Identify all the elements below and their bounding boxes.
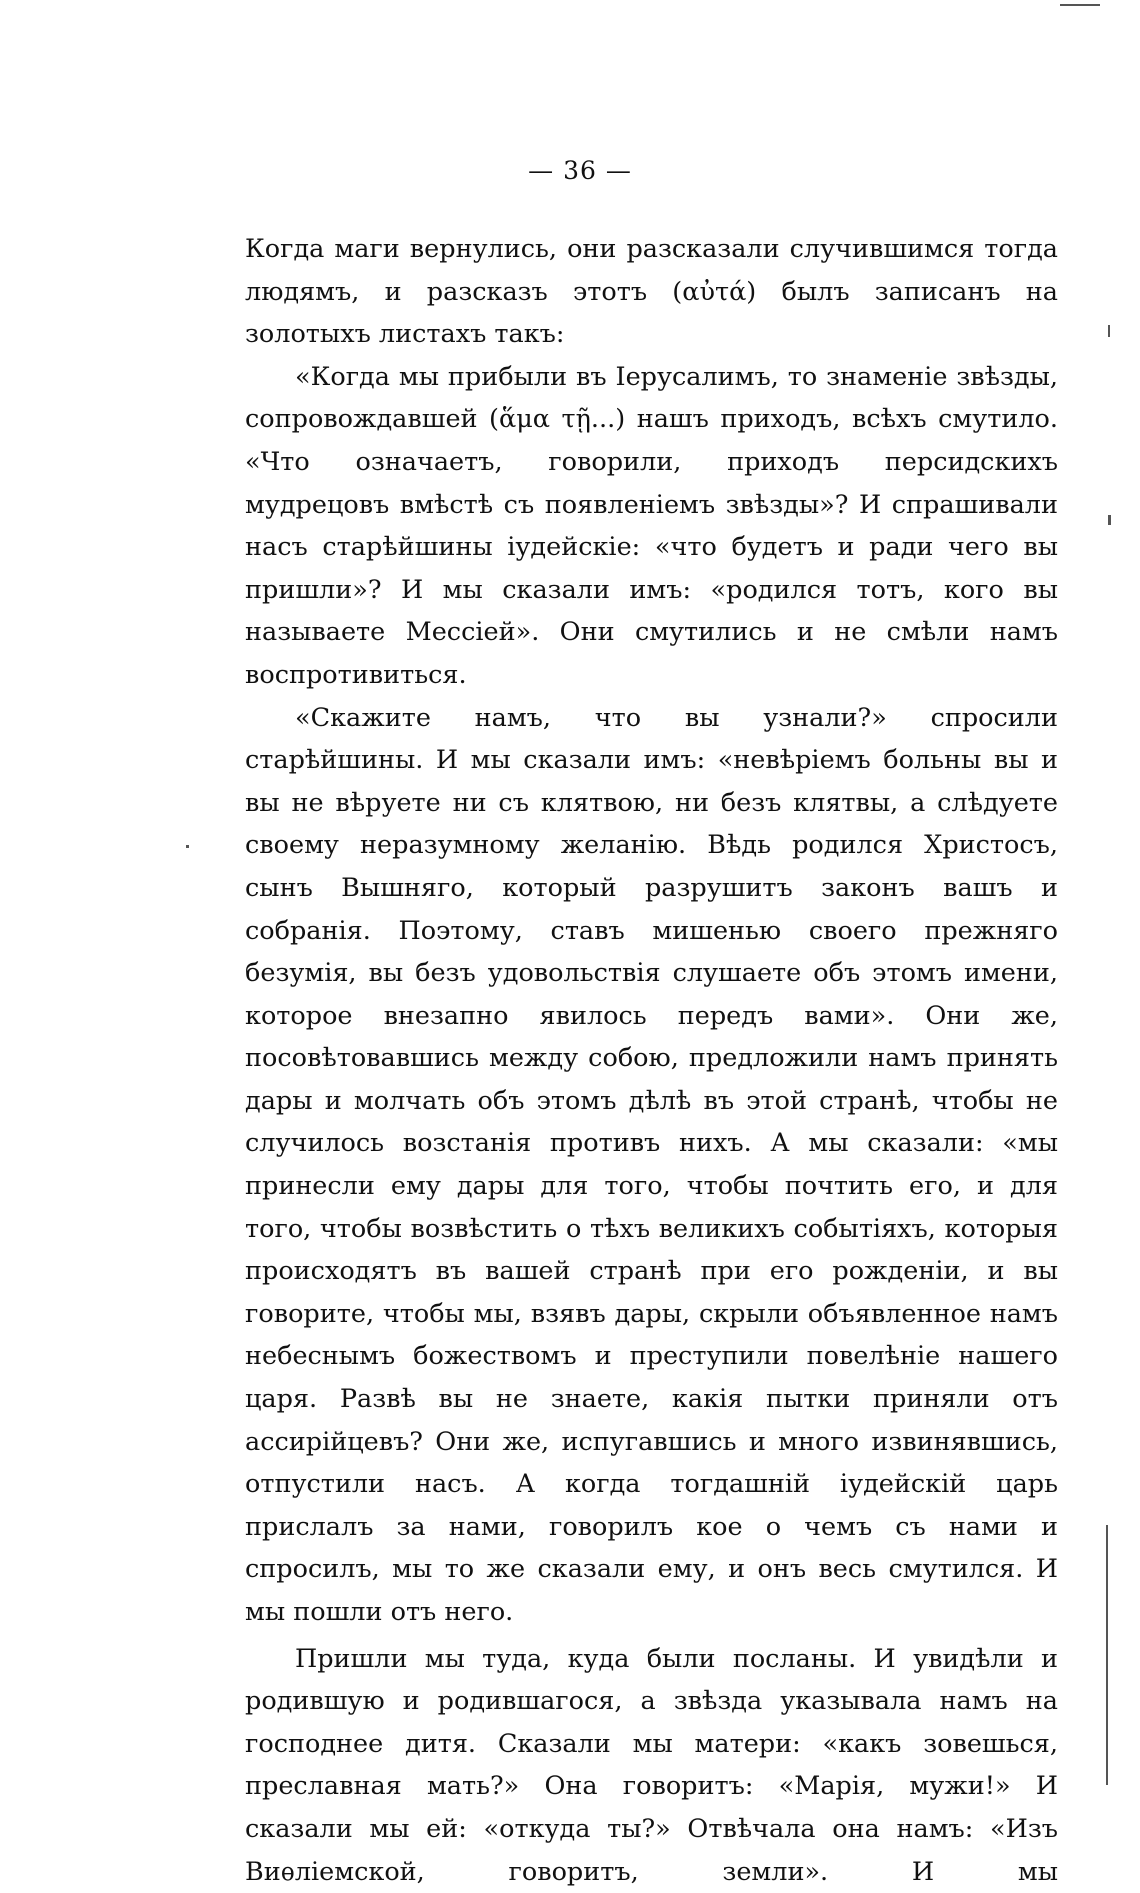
scan-mark-top xyxy=(1060,4,1100,6)
paragraph-3: «Скажите намъ, что вы узнали?» спросили старѣйшины. И мы сказали имъ: «невѣріемъ больны вы и вы не вѣруете ни съ клятвою, ни безъ клятвы, а слѣдуете своему неразумному желанію. Вѣдь родился Христосъ, сынъ Вышняго, который разрушитъ законъ вашъ и собранія. Поэтому, ставъ мишенью своего прежняго безумія, вы безъ удовольствія слушаете объ этомъ имени, которое внезапно явилось передъ вами». Они же, посовѣтовавшись между собою, предложили намъ принять дары и молчать объ этомъ дѣлѣ въ этой странѣ, чтобы не случилось возстанія противъ нихъ. А мы сказали: «мы принесли ему дары для того, чтобы почтить его, и для того, чтобы возвѣстить о тѣхъ великихъ событіяхъ, которыя происходятъ въ вашей странѣ при его рожденіи, и вы говорите, чтобы мы, взявъ дары, скрыли объявленное намъ небеснымъ божествомъ и преступили повелѣніе нашего царя. Развѣ вы не знаете, какія пытки приняли отъ ассирійцевъ? Они же, испугавшись и много извинявшись, отпустили насъ. А когда тогдашній іудейскій царь прислалъ за нами, говорилъ кое о чемъ съ нами и спросилъ, мы то же сказали ему, и онъ весь смутился. И мы пошли отъ него. xyxy=(245,702,1058,1627)
scan-mark-left xyxy=(186,845,189,848)
scan-mark-right-1 xyxy=(1108,325,1110,337)
paragraph-2: «Когда мы прибыли въ Іерусалимъ, то знаменіе звѣзды, сопровождавшей (ἅμα τῇ...) нашъ приходъ, всѣхъ смутило. «Что означаетъ, говорили, приходъ персидскихъ мудрецовъ вмѣстѣ съ появленіемъ звѣзды»? И спрашивали насъ старѣйшины іудейскіе: «что будетъ и ради чего вы пришли»? И мы сказали имъ: «родился тотъ, кого вы называете Мессіей». Они смутились и не смѣли намъ воспротивиться. xyxy=(245,361,1058,690)
page-number: — 36 — xyxy=(528,156,632,185)
page-text xyxy=(245,228,1058,1893)
paragraph-4: Пришли мы туда, куда были посланы. И увидѣли и родившую и родившагося, а звѣзда указывала намъ на господнее дитя. Сказали мы матери: «какъ зовешься, преславная мать?» Она говоритъ: «Марія, мужи!» И сказали мы ей: «откуда ты?» Отвѣчала она намъ: «Изъ Виѳліемской, говоритъ, земли». И мы xyxy=(245,1643,1058,1887)
paragraph-1: Когда маги вернулись, они разсказали случившимся тогда людямъ, и разсказъ этотъ (αὐτά) былъ записанъ на золотыхъ листахъ такъ: xyxy=(245,234,1058,350)
scan-mark-bottom-1 xyxy=(1106,1525,1108,1785)
scan-mark-right-2 xyxy=(1108,515,1111,525)
